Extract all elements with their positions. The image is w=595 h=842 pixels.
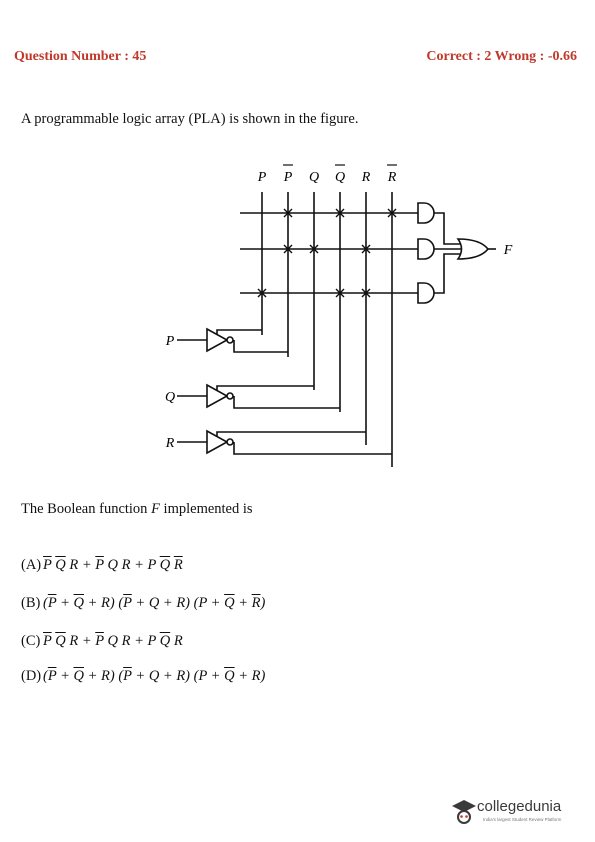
complement-variable: $\overline{Q}$ — [224, 668, 235, 684]
option-expression — [43, 595, 265, 611]
brand-name: collegedunia — [477, 798, 562, 815]
column-label: Q — [334, 170, 346, 185]
expression-text: + Q + R) (P + — [131, 668, 225, 684]
question-stem — [21, 501, 253, 518]
expression-text: + R) ( — [83, 595, 124, 611]
option-a[interactable] — [21, 557, 183, 574]
or-input-wire — [434, 254, 460, 293]
column-label: P — [283, 170, 293, 185]
complement-variable: $\overline{P}$ — [47, 668, 57, 684]
stem-text-2: implemented is — [159, 501, 253, 517]
option-label: (A) — [21, 557, 42, 573]
question-intro: A programmable logic array (PLA) is shown in the figure. — [21, 111, 359, 127]
true-feed-wire — [217, 330, 262, 334]
complement-variable: $\overline{Q}$ — [73, 595, 84, 611]
collegedunia-logo — [451, 796, 583, 832]
expression-text: ( — [43, 595, 48, 611]
column-label: R — [361, 170, 371, 185]
option-expression — [43, 633, 183, 649]
or-input-wire — [434, 213, 460, 244]
option-label: (C) — [21, 633, 41, 649]
or-gate — [458, 239, 488, 259]
complement-variable: $\overline{Q}$ — [224, 595, 235, 611]
expression-text: ) — [260, 595, 266, 611]
inverter-bubble — [227, 337, 233, 343]
mortarboard-icon — [451, 798, 477, 828]
stem-function-name: F — [151, 501, 160, 517]
stem-text-1: The Boolean function — [21, 501, 152, 517]
expression-text: + Q + R) (P + — [131, 595, 225, 611]
complement-variable: $\overline{P}$ — [47, 595, 57, 611]
option-label: (D) — [21, 668, 42, 684]
expression-text: R + — [65, 633, 96, 649]
true-feed-wire — [217, 386, 314, 390]
expression-text: + — [234, 595, 252, 611]
expression-text: + — [56, 668, 74, 684]
input-label: R — [165, 436, 175, 451]
expression-text: Q R + P — [103, 633, 160, 649]
and-gate — [418, 239, 434, 259]
complement-variable: $\overline{Q}$ — [73, 668, 84, 684]
input-label: Q — [164, 390, 176, 405]
complement-variable: $\overline{R}$ — [173, 557, 183, 573]
output-label: F — [503, 243, 513, 258]
inverter-bubble — [227, 393, 233, 399]
column-label: Q — [308, 170, 320, 185]
expression-text: R — [170, 633, 183, 649]
complement-variable: $\overline{Q}$ — [55, 557, 66, 573]
score-info: Correct : 2 Wrong : -0.66 — [426, 49, 577, 64]
column-label: R — [387, 170, 397, 185]
expression-text: Q R + P — [103, 557, 160, 573]
expression-text: + R) — [234, 668, 266, 684]
option-d[interactable] — [21, 668, 265, 685]
input-label: P — [165, 334, 175, 349]
option-expression — [43, 668, 265, 684]
column-label: P — [257, 170, 267, 185]
and-gate — [418, 283, 434, 303]
complement-feed-wire — [234, 396, 340, 408]
expression-text: R + — [65, 557, 96, 573]
complement-variable: $\overline{Q}$ — [159, 557, 171, 573]
inverter-bubble — [227, 439, 233, 445]
complement-variable: $\overline{P}$ — [123, 668, 132, 684]
complement-variable: $\overline{P}$ — [43, 633, 52, 649]
complement-feed-wire — [234, 442, 392, 454]
option-label: (B) — [21, 595, 41, 611]
option-expression — [43, 557, 183, 573]
complement-variable: $\overline{R}$ — [251, 595, 261, 611]
question-number: Question Number : 45 — [14, 49, 147, 64]
complement-variable: $\overline{Q}$ — [159, 633, 171, 649]
complement-variable: $\overline{P}$ — [95, 633, 104, 649]
complement-variable: $\overline{P}$ — [95, 557, 104, 573]
true-feed-wire — [217, 432, 366, 436]
option-b[interactable] — [21, 595, 265, 612]
expression-text: ( — [43, 668, 48, 684]
option-c[interactable] — [21, 633, 183, 650]
expression-text: + R) ( — [83, 668, 124, 684]
complement-feed-wire — [234, 340, 288, 352]
complement-variable: $\overline{P}$ — [123, 595, 132, 611]
complement-variable: $\overline{Q}$ — [55, 633, 66, 649]
brand-tagline: India's largest Student Review Platform — [483, 817, 562, 822]
and-gate — [418, 203, 434, 223]
complement-variable: $\overline{P}$ — [43, 557, 52, 573]
expression-text: + — [56, 595, 74, 611]
